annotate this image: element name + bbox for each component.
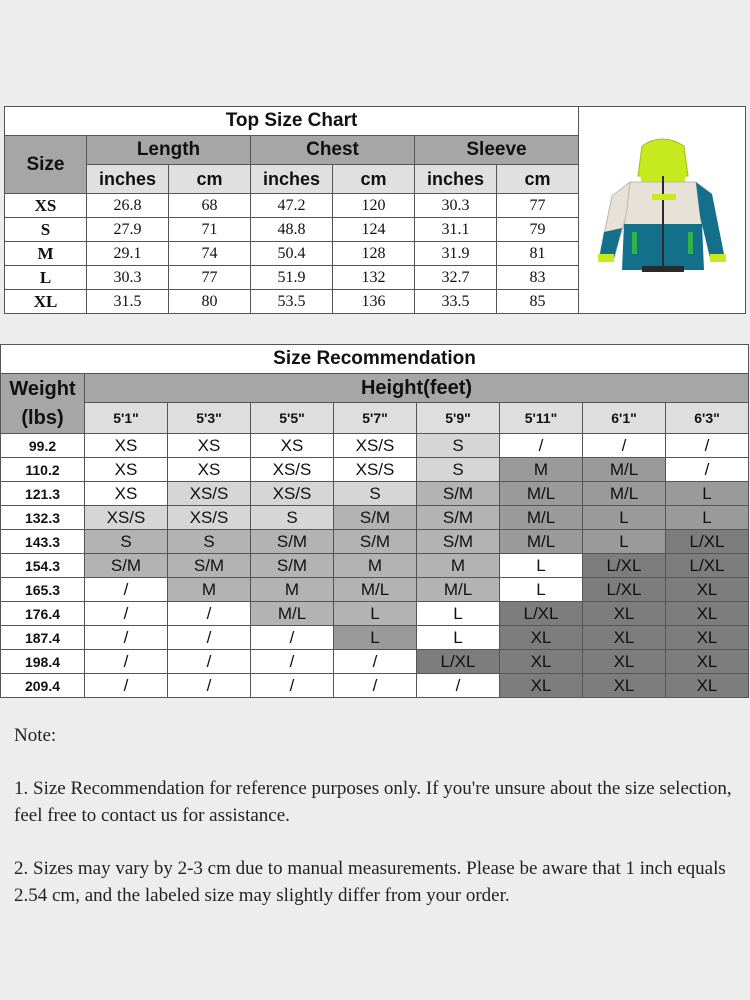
size-cell: XS (85, 434, 168, 458)
size-cell: XL (666, 674, 749, 698)
measure-cell: 47.2 (251, 194, 333, 218)
size-recommendation-table (0, 344, 749, 698)
size-column-header: Size (5, 136, 87, 194)
note-item: 2. Sizes may vary by 2-3 cm due to manual measurements. Please be aware that 1 inch equals 2.54 cm, and the labeled size may slightly differ from your order. (14, 858, 726, 906)
group-header-length: Length (87, 136, 251, 165)
measure-cell: 30.3 (87, 266, 169, 290)
size-label: L (5, 266, 87, 290)
size-cell: / (168, 626, 251, 650)
jacket-pocket-left (632, 232, 637, 254)
size-cell: S (334, 482, 417, 506)
size-cell: XS/S (85, 506, 168, 530)
size-cell: L (417, 602, 500, 626)
measure-cell: 128 (333, 242, 415, 266)
size-cell: L (417, 626, 500, 650)
weight-label: 165.3 (1, 578, 85, 602)
size-cell: XS/S (168, 482, 251, 506)
size-cell: XS (251, 434, 334, 458)
notes-heading: Note: (14, 725, 57, 746)
measure-cell: 33.5 (415, 290, 497, 314)
top-size-chart (4, 106, 746, 314)
size-cell: L/XL (666, 554, 749, 578)
size-cell: XL (583, 626, 666, 650)
size-cell: / (85, 674, 168, 698)
size-cell: L (500, 578, 583, 602)
size-cell: M/L (417, 578, 500, 602)
height-header: 5'1" (85, 403, 168, 434)
weight-label: 143.3 (1, 530, 85, 554)
size-cell: XL (583, 674, 666, 698)
jacket-chest-stripe (652, 194, 676, 200)
size-cell: M/L (251, 602, 334, 626)
jacket-product-image (592, 136, 732, 284)
group-header-chest: Chest (251, 136, 415, 165)
size-cell: / (85, 602, 168, 626)
size-label: XL (5, 290, 87, 314)
size-cell: S (85, 530, 168, 554)
size-cell: XS (85, 458, 168, 482)
weight-label: 209.4 (1, 674, 85, 698)
size-cell: L/XL (666, 530, 749, 554)
weight-label: 121.3 (1, 482, 85, 506)
size-cell: XS/S (251, 458, 334, 482)
size-cell: XL (666, 650, 749, 674)
recommendation-body (1, 434, 749, 698)
weight-label: 132.3 (1, 506, 85, 530)
size-cell: S/M (251, 530, 334, 554)
jacket-pocket-right (688, 232, 693, 254)
height-header: 6'3" (666, 403, 749, 434)
weight-label: 110.2 (1, 458, 85, 482)
measure-cell: 30.3 (415, 194, 497, 218)
size-cell: XS/S (251, 482, 334, 506)
size-cell: / (334, 674, 417, 698)
weight-label: 187.4 (1, 626, 85, 650)
measure-cell: 31.1 (415, 218, 497, 242)
height-header: 6'1" (583, 403, 666, 434)
measure-cell: 48.8 (251, 218, 333, 242)
weight-column-header: Weight (lbs) (1, 374, 85, 434)
measure-cell: 74 (169, 242, 251, 266)
jacket-left-cuff (598, 254, 614, 262)
table-row (1, 626, 749, 650)
size-cell: L/XL (417, 650, 500, 674)
unit-header: inches (251, 165, 333, 194)
size-cell: XS/S (334, 458, 417, 482)
height-header: 5'7" (334, 403, 417, 434)
height-header: 5'5" (251, 403, 334, 434)
measure-cell: 83 (497, 266, 579, 290)
size-cell: XS/S (168, 506, 251, 530)
measure-cell: 77 (497, 194, 579, 218)
group-header-sleeve: Sleeve (415, 136, 579, 165)
measure-cell: 120 (333, 194, 415, 218)
size-cell: L (583, 506, 666, 530)
notes-section (14, 722, 740, 935)
size-cell: XL (500, 674, 583, 698)
size-cell: M/L (334, 578, 417, 602)
weight-label: 198.4 (1, 650, 85, 674)
size-cell: / (334, 650, 417, 674)
size-cell: S/M (417, 506, 500, 530)
table-row (1, 434, 749, 458)
measure-cell: 85 (497, 290, 579, 314)
table-row (1, 578, 749, 602)
size-cell: S/M (417, 530, 500, 554)
size-cell: S (417, 434, 500, 458)
height-header: 5'9" (417, 403, 500, 434)
weight-label: 176.4 (1, 602, 85, 626)
measure-cell: 27.9 (87, 218, 169, 242)
size-cell: M/L (500, 482, 583, 506)
measure-cell: 124 (333, 218, 415, 242)
measure-cell: 132 (333, 266, 415, 290)
measure-cell: 77 (169, 266, 251, 290)
size-cell: L (666, 506, 749, 530)
size-cell: M/L (583, 482, 666, 506)
table-row (1, 650, 749, 674)
measure-cell: 50.4 (251, 242, 333, 266)
measure-cell: 68 (169, 194, 251, 218)
table-row (1, 530, 749, 554)
size-cell: M (417, 554, 500, 578)
size-cell: L (583, 530, 666, 554)
size-cell: S/M (251, 554, 334, 578)
height-header-row (1, 403, 749, 434)
size-cell: / (251, 626, 334, 650)
note-item: 1. Size Recommendation for reference purposes only. If you're unsure about the size selection, feel free to contact us for assistance. (14, 778, 732, 826)
weight-label: 154.3 (1, 554, 85, 578)
size-cell: / (500, 434, 583, 458)
size-cell: M (251, 578, 334, 602)
size-cell: S/M (85, 554, 168, 578)
size-cell: XL (666, 602, 749, 626)
table-row (1, 554, 749, 578)
top-chart-title: Top Size Chart (5, 107, 579, 136)
size-cell: XS (168, 434, 251, 458)
size-label: S (5, 218, 87, 242)
size-cell: M (500, 458, 583, 482)
measure-cell: 71 (169, 218, 251, 242)
size-cell: M/L (583, 458, 666, 482)
weight-label: 99.2 (1, 434, 85, 458)
size-cell: S/M (334, 530, 417, 554)
size-cell: / (85, 578, 168, 602)
table-row (1, 602, 749, 626)
size-cell: S (417, 458, 500, 482)
jacket-right-cuff (710, 254, 726, 262)
size-cell: XS/S (334, 434, 417, 458)
size-cell: / (666, 434, 749, 458)
size-cell: XS (168, 458, 251, 482)
size-cell: L/XL (583, 578, 666, 602)
unit-header: cm (497, 165, 579, 194)
size-cell: XL (583, 650, 666, 674)
unit-header: cm (169, 165, 251, 194)
product-image-cell (579, 107, 746, 314)
size-cell: L (334, 626, 417, 650)
size-cell: L/XL (500, 602, 583, 626)
size-cell: / (417, 674, 500, 698)
size-cell: S (251, 506, 334, 530)
size-cell: S (168, 530, 251, 554)
size-cell: XL (500, 650, 583, 674)
size-cell: / (85, 650, 168, 674)
size-cell: XL (583, 602, 666, 626)
size-cell: M/L (500, 506, 583, 530)
height-header: 5'11" (500, 403, 583, 434)
size-cell: / (168, 650, 251, 674)
height-header: 5'3" (168, 403, 251, 434)
jacket-hood (638, 139, 688, 176)
jacket-hem (642, 266, 684, 272)
size-cell: XL (666, 626, 749, 650)
size-cell: / (251, 674, 334, 698)
measure-cell: 51.9 (251, 266, 333, 290)
table-row (1, 674, 749, 698)
size-cell: L (666, 482, 749, 506)
size-cell: L (334, 602, 417, 626)
height-group-header: Height(feet) (85, 374, 749, 403)
size-cell: / (168, 602, 251, 626)
measure-cell: 79 (497, 218, 579, 242)
measure-cell: 31.5 (87, 290, 169, 314)
measure-cell: 31.9 (415, 242, 497, 266)
size-cell: / (85, 626, 168, 650)
size-cell: L/XL (583, 554, 666, 578)
measure-cell: 53.5 (251, 290, 333, 314)
size-cell: S/M (334, 506, 417, 530)
size-cell: S/M (168, 554, 251, 578)
measure-cell: 136 (333, 290, 415, 314)
size-label: M (5, 242, 87, 266)
size-cell: / (583, 434, 666, 458)
size-cell: XL (666, 578, 749, 602)
size-cell: M/L (500, 530, 583, 554)
size-cell: / (251, 650, 334, 674)
size-cell: L (500, 554, 583, 578)
table-row (1, 482, 749, 506)
size-cell: / (168, 674, 251, 698)
size-cell: M (334, 554, 417, 578)
size-cell: S/M (417, 482, 500, 506)
measure-cell: 29.1 (87, 242, 169, 266)
size-cell: XL (500, 626, 583, 650)
measure-cell: 80 (169, 290, 251, 314)
table-row (1, 458, 749, 482)
size-cell: / (666, 458, 749, 482)
measure-cell: 81 (497, 242, 579, 266)
recommendation-title: Size Recommendation (1, 345, 749, 374)
unit-header: inches (415, 165, 497, 194)
size-cell: M (168, 578, 251, 602)
measure-cell: 32.7 (415, 266, 497, 290)
size-label: XS (5, 194, 87, 218)
unit-header: cm (333, 165, 415, 194)
size-cell: XS (85, 482, 168, 506)
unit-header: inches (87, 165, 169, 194)
measure-cell: 26.8 (87, 194, 169, 218)
table-row (1, 506, 749, 530)
